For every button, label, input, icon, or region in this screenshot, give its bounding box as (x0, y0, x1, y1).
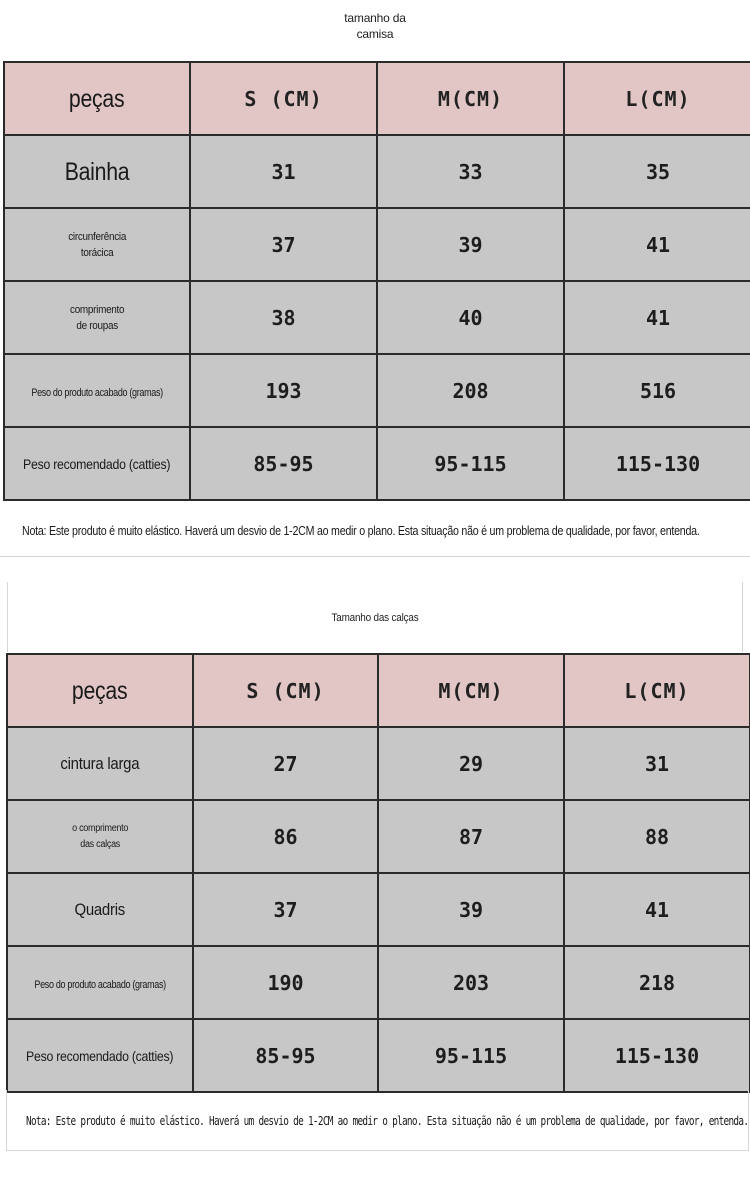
row-label: Quadris (7, 873, 193, 946)
value-cell: 41 (564, 208, 750, 281)
table-row (4, 427, 750, 500)
table-row (4, 135, 750, 208)
value-cell: 40 (377, 281, 564, 354)
value-cell: 37 (190, 208, 377, 281)
value-cell: 115-130 (564, 1019, 750, 1092)
value-cell: 39 (378, 873, 564, 946)
table-row (4, 281, 750, 354)
value-cell: 208 (377, 354, 564, 427)
pants-size-title: Tamanho das calças (331, 612, 419, 624)
value-cell: 85-95 (190, 427, 377, 500)
table-row (7, 873, 750, 946)
shirt-size-section (0, 0, 750, 560)
value-cell: 41 (564, 873, 750, 946)
table-row (7, 727, 750, 800)
header-cell-m: M(CM) (377, 62, 564, 135)
value-cell: 85-95 (193, 1019, 378, 1092)
shirt-size-title: tamanho da camisa (344, 11, 406, 41)
value-cell: 37 (193, 873, 378, 946)
table-row (7, 800, 750, 873)
value-cell: 516 (564, 354, 750, 427)
bottom-frame-line (6, 1150, 749, 1151)
row-label: circunferência torácica (4, 208, 190, 281)
value-cell: 115-130 (564, 427, 750, 500)
value-cell: 41 (564, 281, 750, 354)
row-label: Bainha (4, 135, 190, 208)
value-cell: 95-115 (377, 427, 564, 500)
pants-size-section (0, 600, 750, 1200)
bottom-frame-right (748, 1090, 749, 1150)
row-label: comprimento de roupas (4, 281, 190, 354)
value-cell: 33 (377, 135, 564, 208)
header-cell-l: L(CM) (564, 654, 750, 727)
shirt-size-table (3, 61, 750, 501)
section-divider (0, 556, 750, 557)
value-cell: 39 (377, 208, 564, 281)
header-cell-s: S (CM) (193, 654, 378, 727)
pants-size-table (6, 653, 750, 1093)
value-cell: 203 (378, 946, 564, 1019)
header-cell-m: M(CM) (378, 654, 564, 727)
value-cell: 193 (190, 354, 377, 427)
value-cell: 38 (190, 281, 377, 354)
table-header-row (4, 62, 750, 135)
row-label: Peso do produto acabado (gramas) (7, 946, 193, 1019)
table-row (7, 1019, 750, 1092)
value-cell: 190 (193, 946, 378, 1019)
value-cell: 31 (564, 727, 750, 800)
value-cell: 87 (378, 800, 564, 873)
header-cell-s: S (CM) (190, 62, 377, 135)
pants-note: Nota: Este produto é muito elástico. Haverá um desvio de 1-2CM ao medir o plano. Esta situação não é um problema de qualidade, por favor, entenda. (26, 1114, 749, 1128)
value-cell: 218 (564, 946, 750, 1019)
table-row (4, 208, 750, 281)
header-cell-pecas: peças (7, 654, 193, 727)
value-cell: 88 (564, 800, 750, 873)
row-label: cintura larga (7, 727, 193, 800)
value-cell: 95-115 (378, 1019, 564, 1092)
table-row (4, 354, 750, 427)
value-cell: 27 (193, 727, 378, 800)
row-label: Peso do produto acabado (gramas) (4, 354, 190, 427)
table-header-row (7, 654, 750, 727)
shirt-note: Nota: Este produto é muito elástico. Haverá um desvio de 1-2CM ao medir o plano. Esta situação não é um problema de qualidade, por favor, entenda. (22, 523, 700, 538)
row-label: o comprimento das calças (7, 800, 193, 873)
header-cell-l: L(CM) (564, 62, 750, 135)
value-cell: 35 (564, 135, 750, 208)
row-label: Peso recomendado (catties) (7, 1019, 193, 1092)
value-cell: 86 (193, 800, 378, 873)
value-cell: 31 (190, 135, 377, 208)
row-label: Peso recomendado (catties) (4, 427, 190, 500)
table-row (7, 946, 750, 1019)
bottom-frame-left (6, 1090, 7, 1150)
header-cell-pecas: peças (4, 62, 190, 135)
value-cell: 29 (378, 727, 564, 800)
